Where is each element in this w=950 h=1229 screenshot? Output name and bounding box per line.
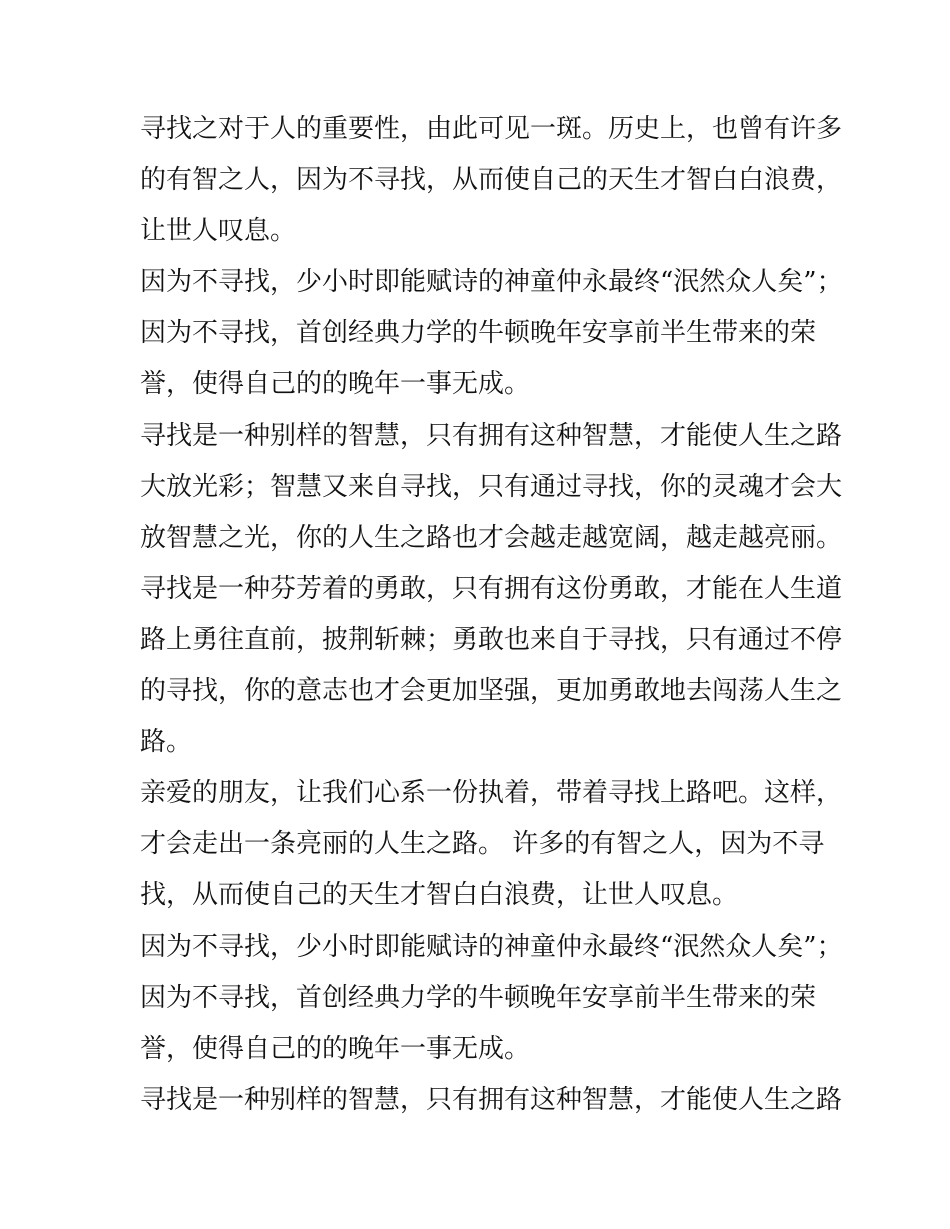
text-line-5: 因为不寻找，首创经典力学的牛顿晚年安享前半生带来的荣 [140, 318, 817, 349]
text-line-10: 寻找是一种芬芳着的勇敢，只有拥有这份勇敢，才能在人生道 [140, 573, 843, 604]
text-line-20: 寻找是一种别样的智慧，只有拥有这种智慧，才能使人生之路 [140, 1084, 843, 1115]
text-line-2: 的有智之人，因为不寻找，从而使自己的天生才智白白浪费， [140, 165, 843, 196]
text-line-1: 寻找之对于人的重要性，由此可见一斑。历史上，也曾有许多 [140, 114, 843, 144]
text-line-8: 大放光彩；智慧又来自寻找，只有通过寻找，你的灵魂才会大 [140, 471, 843, 502]
text-line-19: 誉，使得自己的的晚年一事无成。 [140, 1033, 531, 1064]
text-line-18: 因为不寻找，首创经典力学的牛顿晚年安享前半生带来的荣 [140, 982, 817, 1013]
text-line-15: 才会走出一条亮丽的人生之路。 许多的有智之人，因为不寻 [140, 829, 825, 860]
text-line-14: 亲爱的朋友，让我们心系一份执着，带着寻找上路吧。这样， [140, 778, 843, 809]
text-line-6: 誉，使得自己的的晚年一事无成。 [140, 369, 531, 400]
text-line-3: 让世人叹息。 [140, 216, 297, 247]
text-line-9: 放智慧之光，你的人生之路也才会越走越宽阔，越走越亮丽。 [140, 522, 843, 553]
document-body [140, 104, 843, 1126]
text-line-16: 找，从而使自己的天生才智白白浪费，让世人叹息。 [140, 880, 739, 911]
text-line-13: 路。 [140, 727, 193, 758]
text-line-4: 因为不寻找，少小时即能赋诗的神童仲永最终“泯然众人矣”； [140, 267, 843, 298]
text-line-11: 路上勇往直前，披荆斩棘；勇敢也来自于寻找，只有通过不停 [140, 624, 843, 655]
text-line-12: 的寻找，你的意志也才会更加坚强，更加勇敢地去闯荡人生之 [140, 676, 843, 707]
text-line-7: 寻找是一种别样的智慧，只有拥有这种智慧，才能使人生之路 [140, 420, 843, 451]
text-line-17: 因为不寻找，少小时即能赋诗的神童仲永最终“泯然众人矣”； [140, 931, 843, 962]
